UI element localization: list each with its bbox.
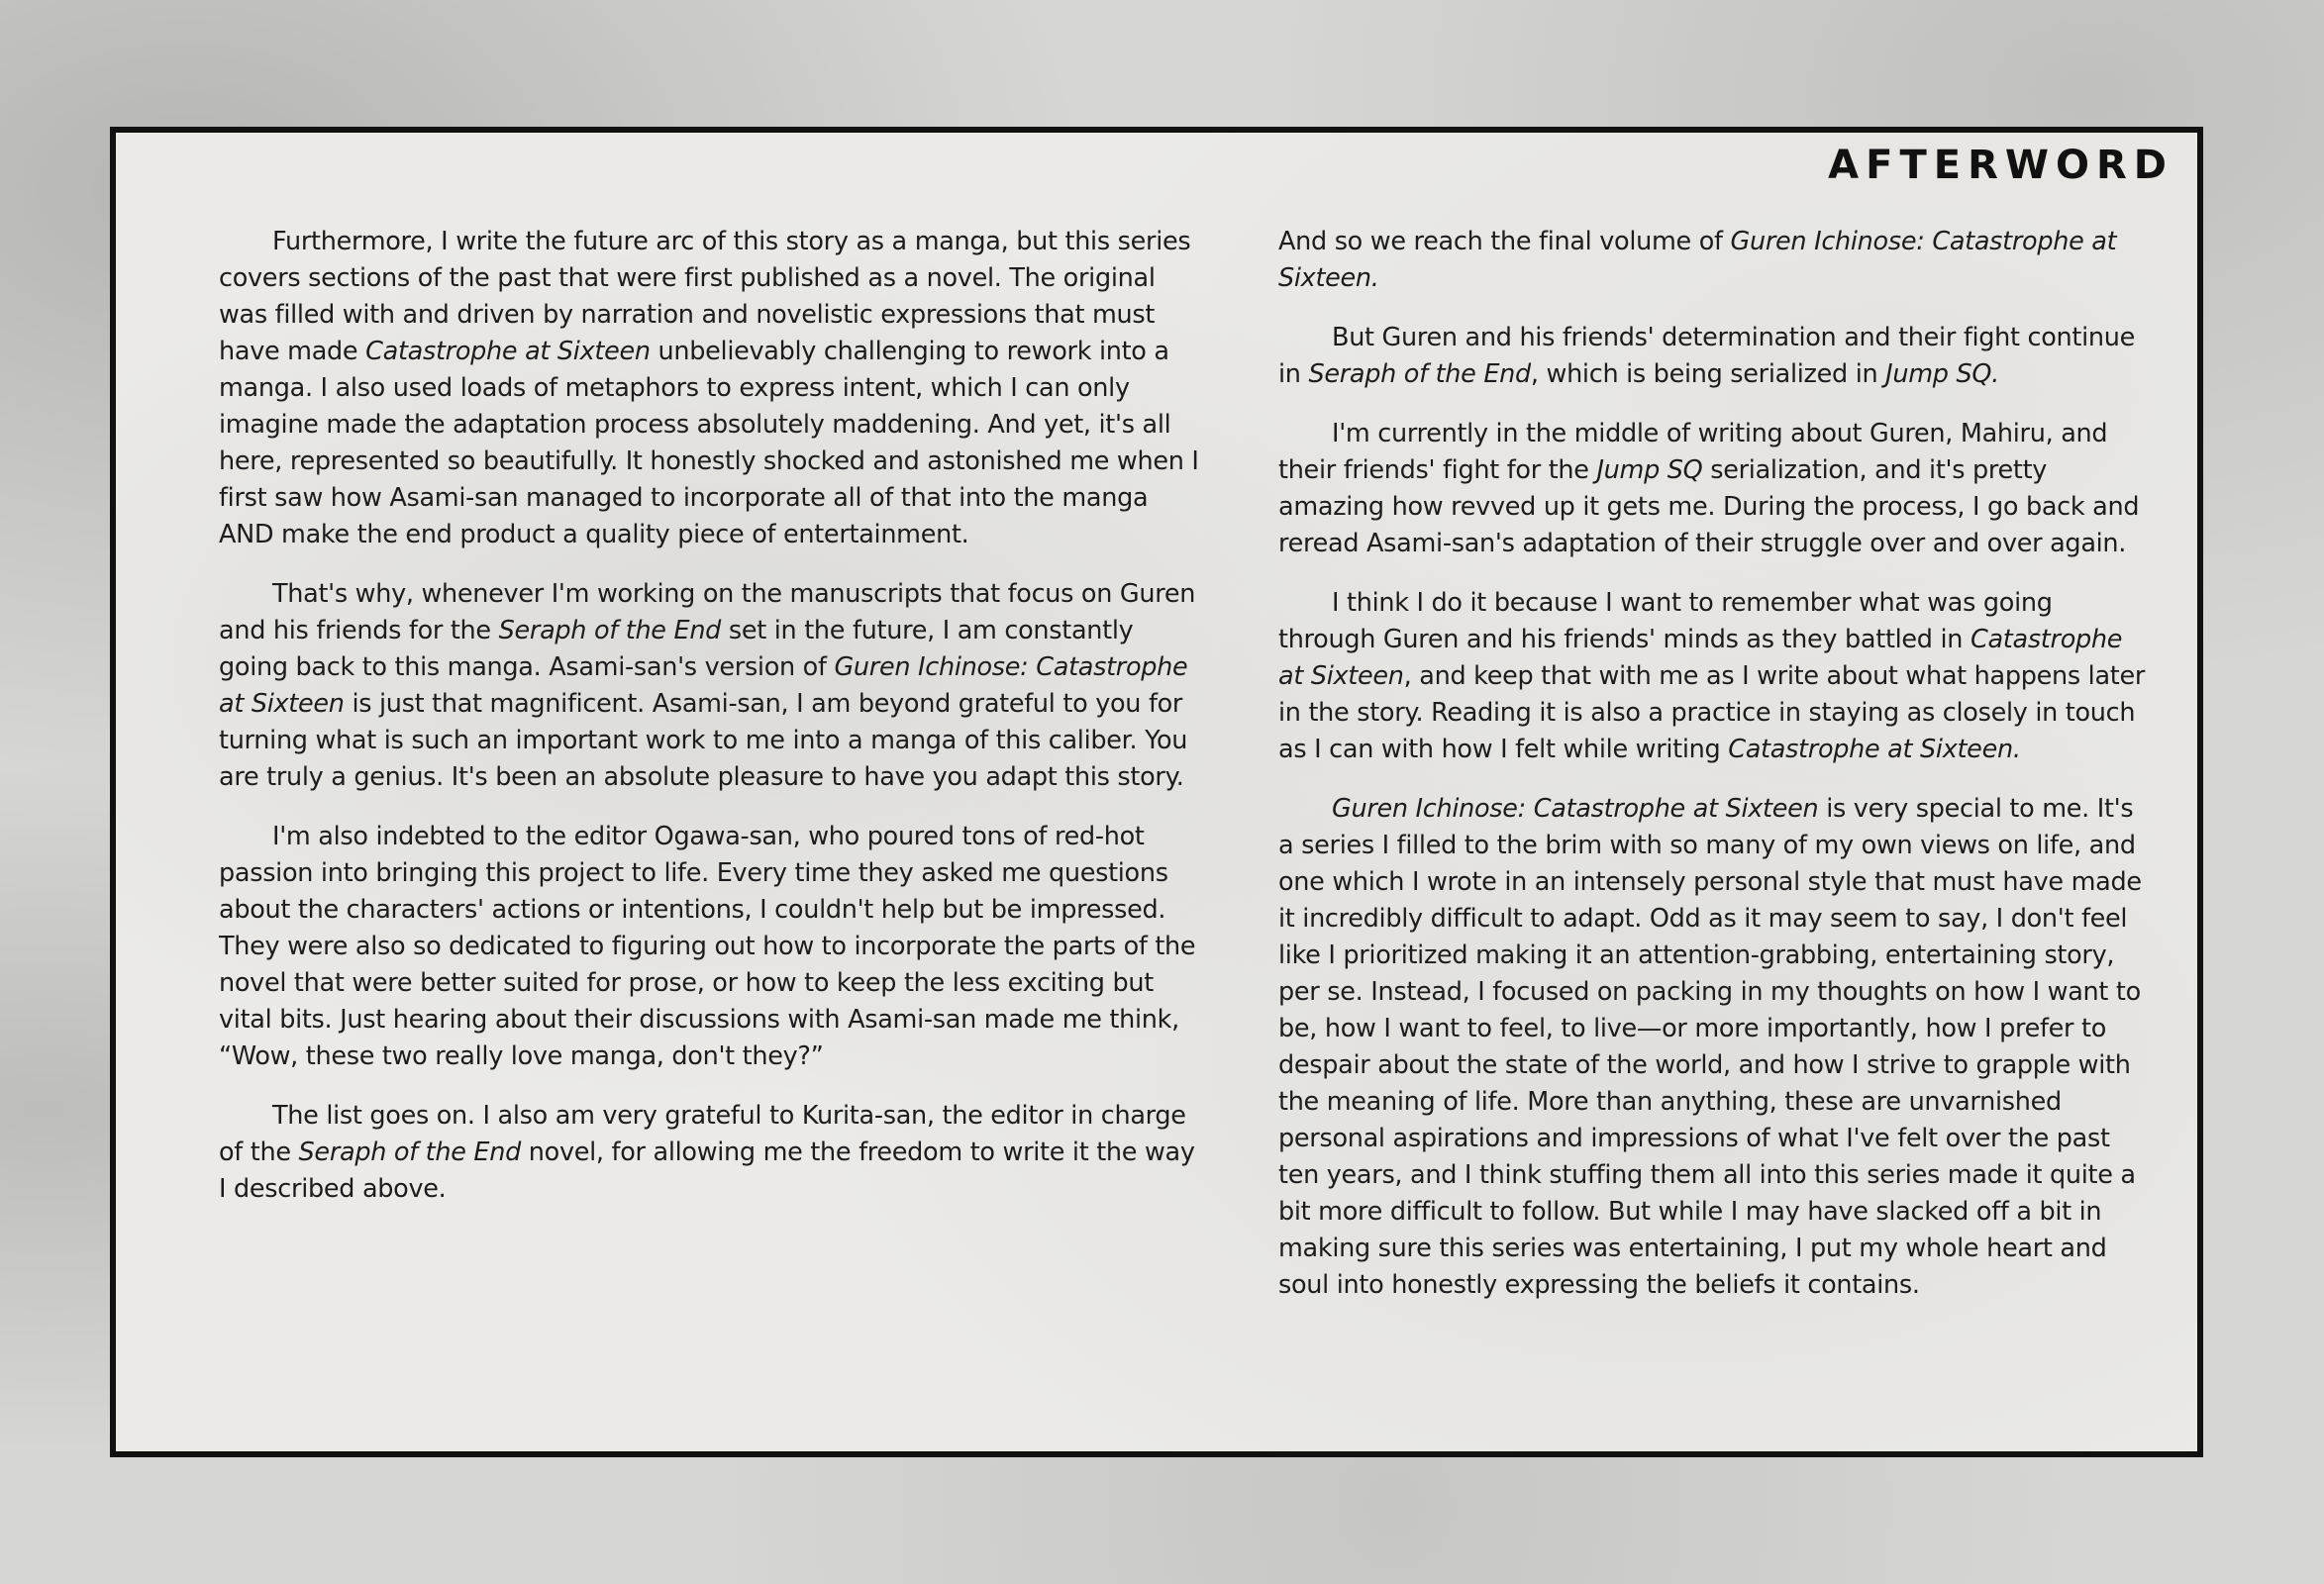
text-segment: And so we reach the final volume of (1278, 227, 1731, 256)
text-segment: serialization, and it's pretty amazing how revved up it gets me. During the process, I go back and reread Asami-san's adaptation of their struggle over and over again. (1278, 455, 2140, 558)
italic-title: Catastrophe at Sixteen (365, 337, 651, 366)
italic-title: Seraph of the End (298, 1138, 521, 1167)
text-segment: The list goes on. I also am very grateful to Kurita-san, the editor in charge of the (219, 1101, 1186, 1167)
page-heading: AFTERWORD (1828, 143, 2173, 188)
italic-title: Catastrophe at Sixteen (1278, 625, 2123, 691)
italic-title: Guren Ichinose: Catastrophe at Sixteen (219, 652, 1188, 719)
left-text-column (219, 224, 1209, 1231)
text-segment: , which is being serialized in (1530, 359, 1886, 389)
italic-title: Seraph of the End (1308, 359, 1531, 389)
paragraph (219, 1098, 1209, 1208)
text-segment: Furthermore, I write the future arc of this story as a manga, but this series covers sections of the past that were first published as a novel. The original was filled with and driven by narration and novelistic expressions that must have made (219, 227, 1191, 366)
paragraph (1278, 416, 2150, 562)
text-segment: set in the future, I am constantly going back to this manga. Asami-san's version of (219, 616, 1134, 682)
paragraph (1278, 585, 2150, 768)
text-segment: That's why, whenever I'm working on the manuscripts that focus on Guren and his friends for the (219, 579, 1196, 645)
text-segment: I think I do it because I want to remember what was going through Guren and his friends' minds as they battled in (1278, 588, 2053, 654)
text-segment: , and keep that with me as I write about what happens later in the story. Reading it is also a practice in staying as closely in touch as I can with how I felt while writing (1278, 661, 2146, 764)
paragraph (219, 224, 1209, 553)
italic-title: Guren Ichinose: Catastrophe at Sixteen. (1278, 227, 2117, 293)
text-segment: unbelievably challenging to rework into a manga. I also used loads of metaphors to express intent, which I can only imagine made the adaptation process absolutely maddening. And yet, it's all here, represented so beautifully. It honestly shocked and astonished me when I first saw how Asami-san managed to incorporate all of that into the manga AND make the end product a quality piece of entertainment. (219, 337, 1199, 549)
italic-title: Seraph of the End (498, 616, 722, 645)
afterword-frame (110, 127, 2203, 1457)
text-segment: novel, for allowing me the freedom to write it the way I described above. (219, 1138, 1195, 1204)
right-text-column (1278, 224, 2150, 1327)
italic-title: Jump SQ. (1885, 359, 1999, 389)
text-segment: is just that magnificent. Asami-san, I am beyond grateful to you for turning what is such an important work to me into a manga of this caliber. You are truly a genius. It's been an absolute pleasure to have you adapt this story. (219, 689, 1188, 792)
text-segment: I'm currently in the middle of writing about Guren, Mahiru, and their friends' fight for the (1278, 419, 2108, 485)
text-segment: But Guren and his friends' determination and their fight continue in (1278, 323, 2136, 389)
text-segment: I'm also indebted to the editor Ogawa-san, who poured tons of red-hot passion into bringing this project to life. Every time they asked me questions about the characters' actions or intentions, I couldn't help but be impressed. They were also so dedicated to figuring out how to incorporate the parts of the novel that were better suited for prose, or how to keep the less exciting but vital bits. Just hearing about their discussions with Asami-san made me think, “Wow, these two really love manga, don't they?” (219, 822, 1196, 1071)
paragraph (219, 819, 1209, 1075)
paragraph (1278, 791, 2150, 1304)
paragraph (219, 576, 1209, 796)
paragraph (1278, 320, 2150, 393)
italic-title: Guren Ichinose: Catastrophe at Sixteen (1332, 794, 1819, 824)
italic-title: Jump SQ (1596, 455, 1703, 485)
paragraph (1278, 224, 2150, 297)
text-segment: is very special to me. It's a series I filled to the brim with so many of my own views on life, and one which I wrote in an intensely personal style that must have made it incredibly difficult to adapt. Odd as it may seem to say, I don't feel like I prioritized making it an attention-grabbing, entertaining story, per se. Instead, I focused on packing in my thoughts on how I want to be, how I want to feel, to live—or more importantly, how I prefer to despair about the state of the world, and how I strive to grapple with the meaning of life. More than anything, these are unvarnished personal aspirations and impressions of what I've felt over the past ten years, and I think stuffing them all into this series made it quite a bit more difficult to follow. But while I may have slacked off a bit in making sure this series was entertaining, I put my whole heart and soul into honestly expressing the beliefs it contains. (1278, 794, 2142, 1300)
italic-title: Catastrophe at Sixteen. (1728, 735, 2021, 764)
